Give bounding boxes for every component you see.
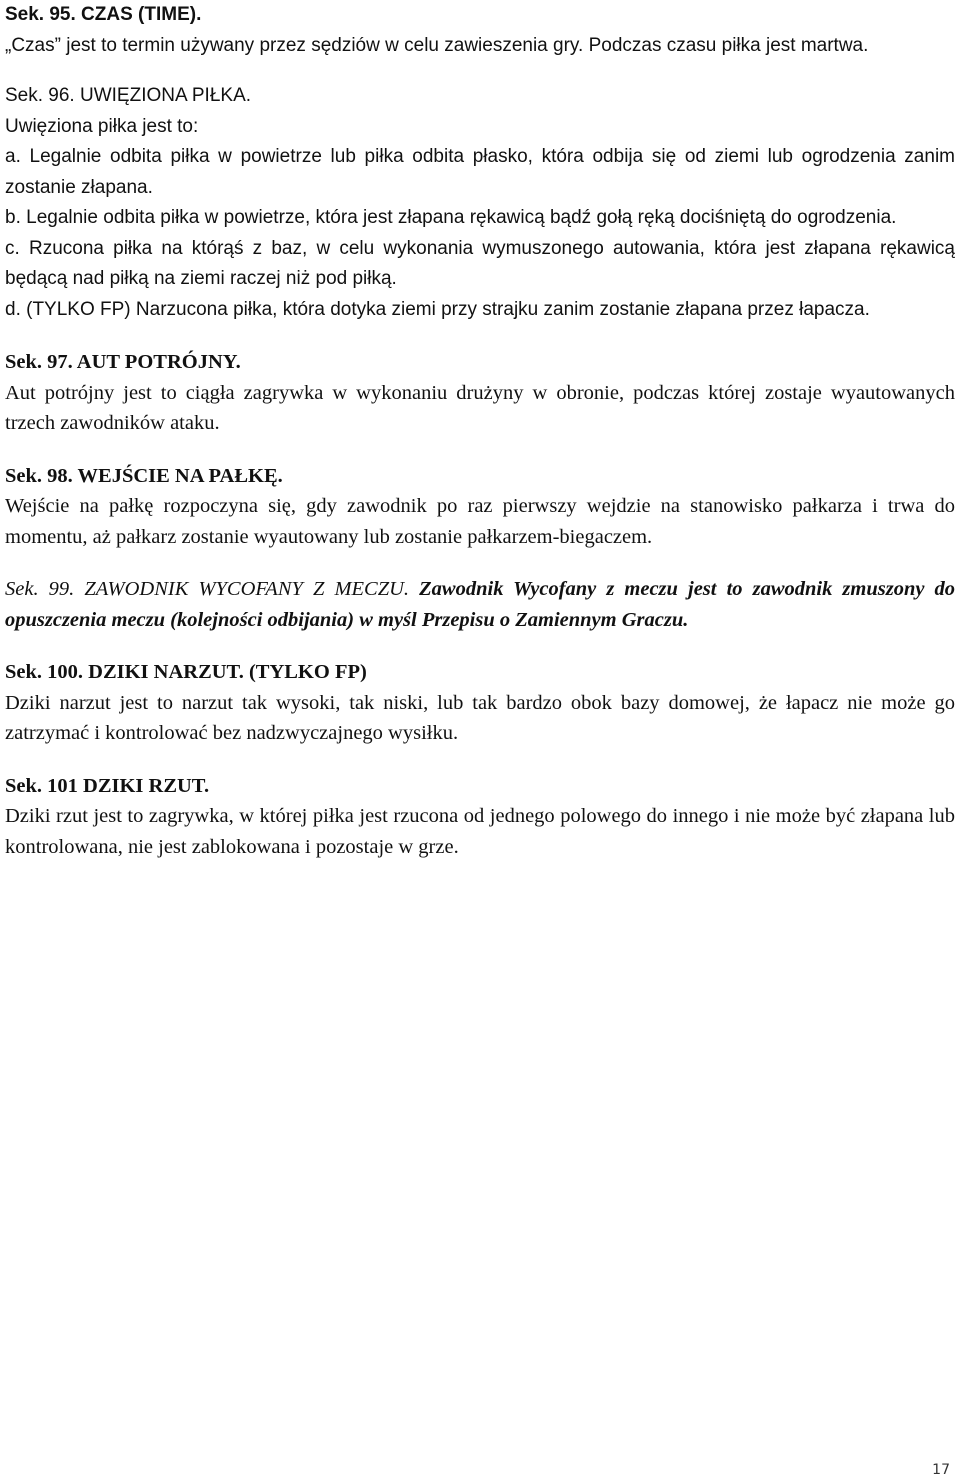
- section-97: [5, 347, 955, 439]
- section-96-heading: Sek. 96. UWIĘZIONA PIŁKA.: [5, 85, 252, 106]
- section-97-heading: Sek. 97. AUT POTRÓJNY.: [5, 351, 241, 373]
- section-98-heading: Sek. 98. WEJŚCIE NA PAŁKĘ.: [5, 464, 283, 487]
- section-96-item-a: a. Legalnie odbita piłka w powietrze lub piłka odbita płasko, która odbija się od ziemi lub ogrodzenia zanim zostanie złapana.: [5, 146, 955, 198]
- section-99: [5, 574, 955, 635]
- section-97-text: Aut potrójny jest to ciągła zagrywka w wykonaniu drużyny w obronie, podczas której zostaje wyautowanych trzech zawodników ataku.: [5, 381, 955, 434]
- section-96-intro: Uwięziona piłka jest to:: [5, 115, 199, 137]
- section-96-item-c: c. Rzucona piłka na którąś z baz, w celu wykonania wymuszonego autowania, która jest złapana rękawicą będącą nad piłką na ziemi raczej niż pod piłką.: [5, 237, 955, 289]
- section-100: [5, 657, 955, 749]
- section-98: [5, 461, 955, 553]
- section-98-text: Wejście na pałkę rozpoczyna się, gdy zawodnik po raz pierwszy wejdzie na stanowisko pałkarza i trwa do momentu, aż pałkarz zostanie wyautowany lub zostanie pałkarzem-biegaczem.: [5, 495, 955, 548]
- page-number: 17: [932, 1462, 950, 1478]
- section-100-text: Dziki narzut jest to narzut tak wysoki, tak niski, lub tak bardzo obok bazy domowej, że łapacz nie może go zatrzymać i kontrolować bez nadzwyczajnego wysiłku.: [5, 691, 955, 744]
- section-95-heading: Sek. 95. CZAS (TIME).: [5, 4, 202, 25]
- section-99-text: Zawodnik Wycofany z meczu jest to zawodnik zmuszony do opuszczenia meczu (kolejności odbijania) w myśl Przepisu o Zamiennym Graczu.: [5, 578, 956, 631]
- document-page: [5, 0, 955, 862]
- section-96-item-b: b. Legalnie odbita piłka w powietrze, która jest złapana rękawicą bądź gołą ręką dociśniętą do ogrodzenia.: [5, 207, 897, 228]
- section-99-heading: Sek. 99. ZAWODNIK WYCOFANY Z MECZU.: [5, 578, 410, 600]
- section-101-text: Dziki rzut jest to zagrywka, w której piłka jest rzucona od jednego polowego do innego i nie może być złapana lub kontrolowana, nie jest zablokowana i pozostaje w grze.: [5, 805, 955, 858]
- section-96: [5, 81, 955, 325]
- section-96-item-d: d. (TYLKO FP) Narzucona piłka, która dotyka ziemi przy strajku zanim zostanie złapana przez łapacza.: [5, 298, 870, 320]
- section-95-text: „Czas” jest to termin używany przez sędziów w celu zawieszenia gry. Podczas czasu piłka jest martwa.: [5, 34, 869, 56]
- section-101-heading: Sek. 101 DZIKI RZUT.: [5, 774, 210, 797]
- section-101: [5, 771, 955, 863]
- section-100-heading: Sek. 100. DZIKI NARZUT. (TYLKO FP): [5, 661, 367, 683]
- section-95: [5, 0, 955, 61]
